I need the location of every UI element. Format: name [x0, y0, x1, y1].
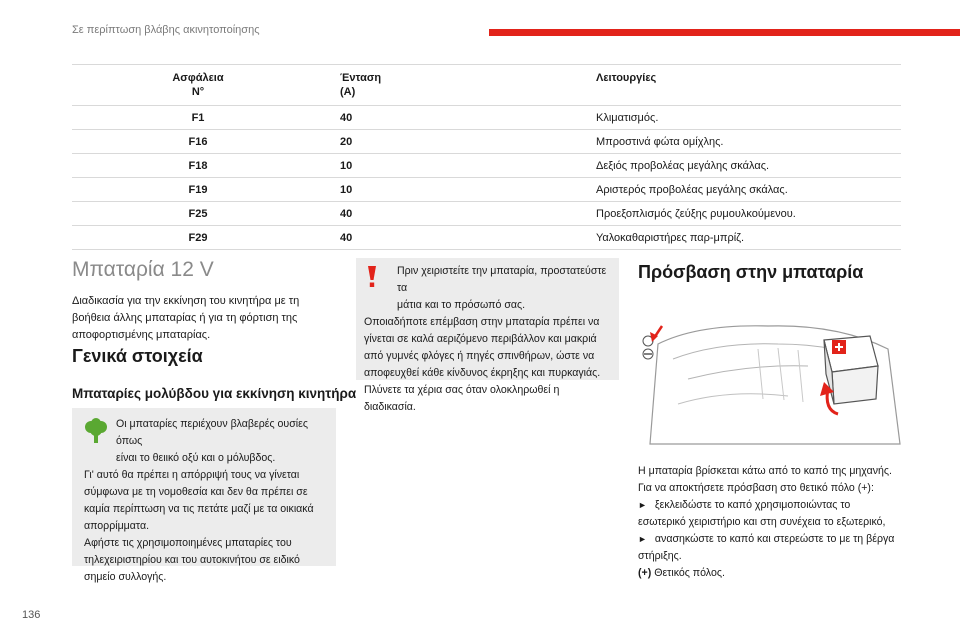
access-step-2	[638, 531, 900, 565]
amps-cell: 10	[324, 178, 586, 202]
legend-text: Θετικός πόλος.	[654, 567, 725, 579]
battery-icon	[824, 336, 878, 404]
fuse-cell: F16	[72, 130, 324, 154]
table-row	[72, 154, 901, 178]
battery-access-text	[638, 463, 900, 582]
environment-note-line2: είναι το θειικό οξύ και ο μόλυβδος.	[116, 452, 276, 464]
header-amps	[324, 65, 586, 106]
fuse-table	[72, 64, 901, 250]
fuse-cell: F19	[72, 178, 324, 202]
environment-note-line1: Οι μπαταρίες περιέχουν βλαβερές ουσίες όπως	[116, 418, 308, 447]
fuse-cell: F18	[72, 154, 324, 178]
lead-batteries-heading: Μπαταρίες μολύβδου για εκκίνηση κινητήρα	[72, 386, 357, 401]
table-row	[72, 130, 901, 154]
header-amps-line1: Ένταση	[340, 72, 382, 84]
battery-access-heading: Πρόσβαση στην μπαταρία	[638, 262, 864, 282]
step-arrow-icon: ►	[638, 534, 647, 544]
header-amps-line2: (A)	[340, 86, 356, 98]
function-cell: Υαλοκαθαριστήρες παρ-μπρίζ.	[586, 226, 901, 250]
header-fuse	[72, 65, 324, 106]
page-number: 136	[22, 609, 41, 621]
fuse-table-header-row	[72, 65, 901, 106]
warning-note-body: Οποιαδήποτε επέμβαση στην μπαταρία πρέπει να γίνεται σε καλά αεριζόμενο περιβάλλον και μακριά από γυμνές φλόγες ή πηγές σπινθήρων, ώστε να αποφευχθεί κάθε κίνδυνος έκρηξης και πυρκαγιάς.	[364, 316, 601, 379]
table-row	[72, 178, 901, 202]
header-function-label: Λειτουργίες	[596, 72, 657, 84]
table-row	[72, 202, 901, 226]
access-step-1-text: ξεκλειδώστε το καπό χρησιμοποιώντας το εσωτερικό χειριστήριο και στη συνέχεια το εξωτερικό,	[638, 499, 886, 528]
step-arrow-icon: ►	[638, 500, 647, 510]
function-cell: Μπροστινά φώτα ομίχλης.	[586, 130, 901, 154]
header-function	[586, 65, 901, 106]
function-cell: Προεξοπλισμός ζεύξης ρυμουλκούμενου.	[586, 202, 901, 226]
battery-section-title: Μπαταρία 12 V	[72, 258, 214, 281]
access-step-1	[638, 497, 900, 531]
amps-cell: 40	[324, 202, 586, 226]
warning-note-box	[356, 258, 619, 413]
amps-cell: 10	[324, 154, 586, 178]
amps-cell: 40	[324, 226, 586, 250]
table-row	[72, 226, 901, 250]
battery-intro-text: Διαδικασία για την εκκίνηση του κινητήρα με τη βοήθεια άλλης μπαταρίας ή για τη φόρτιση της αποφορτισμένης μπαταρίας.	[72, 295, 300, 341]
environment-note-box	[72, 408, 336, 583]
access-text-line2: Για να αποκτήσετε πρόσβαση στο θετικό πόλο (+):	[638, 482, 874, 494]
warning-note-body2: Πλύνετε τα χέρια σας όταν ολοκληρωθεί η διαδικασία.	[364, 384, 560, 413]
function-cell: Δεξιός προβολέας μεγάλης σκάλας.	[586, 154, 901, 178]
general-heading: Γενικά στοιχεία	[72, 346, 203, 366]
fuse-cell: F1	[72, 106, 324, 130]
warning-note-text	[364, 263, 614, 416]
function-cell: Κλιματισμός.	[586, 106, 901, 130]
amps-cell: 20	[324, 130, 586, 154]
environment-note-body: Γι' αυτό θα πρέπει η απόρριψή τους να γίνεται σύμφωνα με τη νομοθεσία και δεν θα πρέπει σε καμία περίπτωση να τις πετάτε μαζί με τα οικιακά απορρίμματα.	[84, 469, 314, 532]
legend-symbol: (+)	[638, 567, 652, 579]
access-step-2-text: ανασηκώστε το καπό και στερεώστε το με τη βέργα στήριξης.	[638, 533, 895, 562]
environment-note-text	[84, 416, 328, 586]
header-fuse-line2: N°	[191, 86, 205, 98]
fuse-cell: F25	[72, 202, 324, 226]
header-fuse-line1: Ασφάλεια	[172, 72, 224, 84]
function-cell: Αριστερός προβολέας μεγάλης σκάλας.	[586, 178, 901, 202]
warning-note-line1: Πριν χειριστείτε την μπαταρία, προστατεύστε τα	[397, 265, 607, 294]
positive-terminal-legend	[638, 565, 900, 582]
running-header: Σε περίπτωση βλάβης ακινητοποίησης	[72, 24, 260, 36]
access-text-line1: Η μπαταρία βρίσκεται κάτω από το καπό της μηχανής.	[638, 465, 892, 477]
environment-note-body2: Αφήστε τις χρησιμοποιημένες μπαταρίες του τηλεχειριστηρίου και του αυτοκινήτου σε ειδικό σημείο συλλογής.	[84, 537, 300, 583]
amps-cell: 40	[324, 106, 586, 130]
engine-battery-illustration	[638, 304, 902, 450]
warning-note-line2: μάτια και το πρόσωπό σας.	[397, 299, 526, 311]
fuse-cell: F29	[72, 226, 324, 250]
table-row	[72, 106, 901, 130]
header-accent-bar	[489, 29, 960, 36]
